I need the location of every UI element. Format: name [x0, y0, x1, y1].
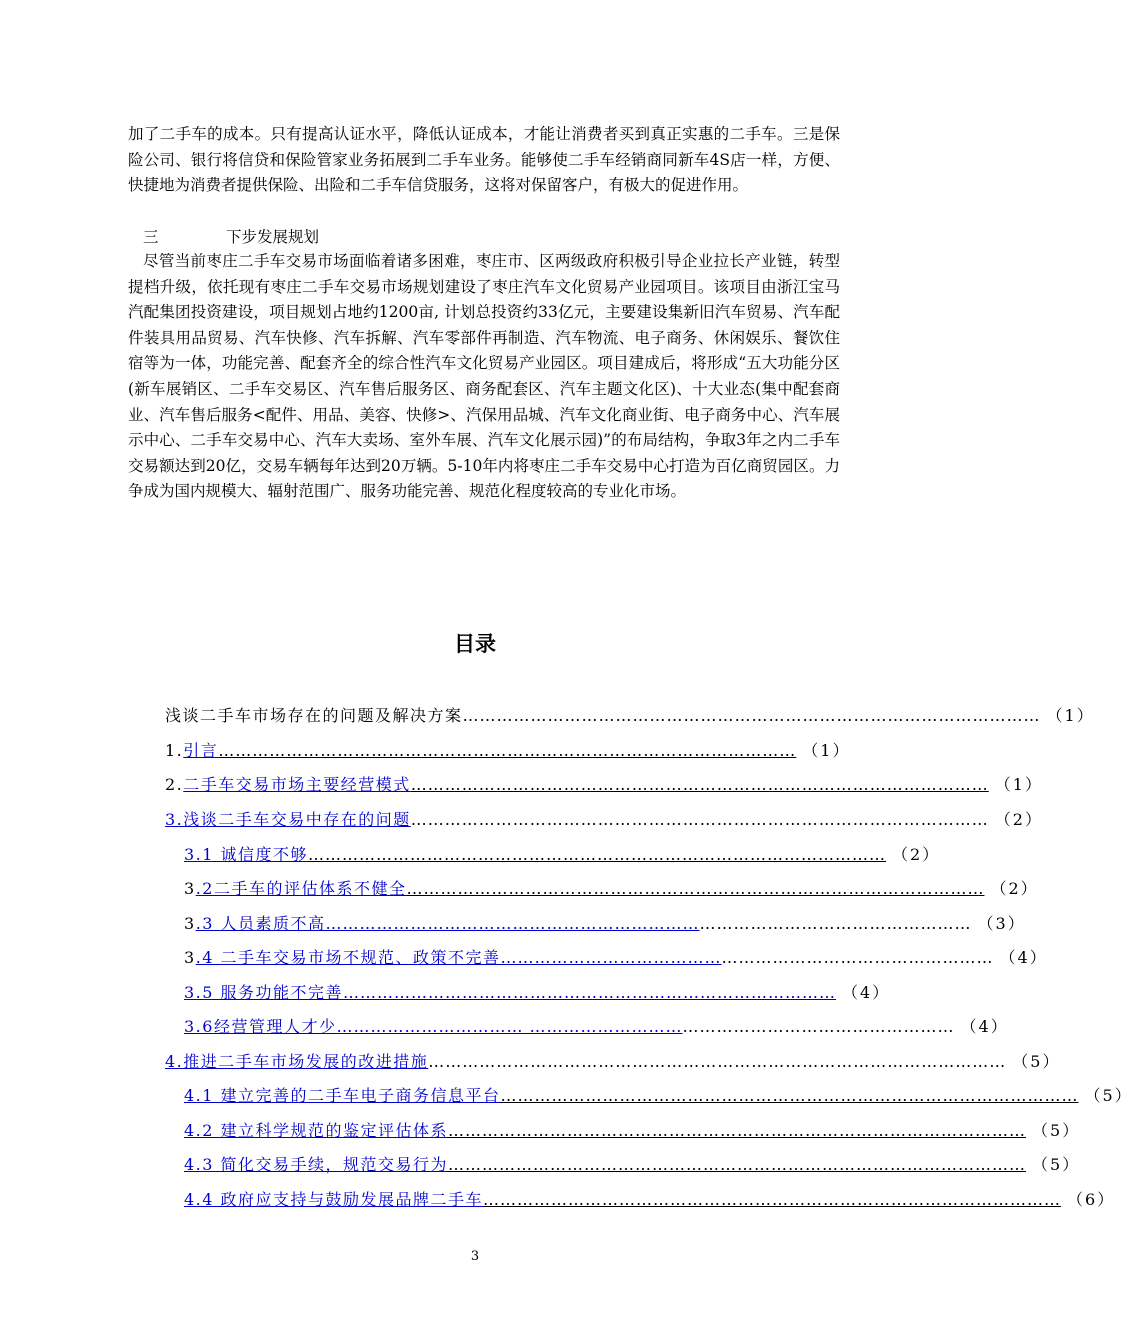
toc-entry-link[interactable]: 4.推进二手车市场发展的改进措施 — [165, 1052, 429, 1071]
toc-leader[interactable]: ………………………………………………………………………………………… — [308, 845, 887, 864]
toc-leader: ………………………………………… — [682, 1017, 955, 1036]
toc-leader[interactable]: ………………………………………………………………………………………… — [218, 741, 797, 760]
toc-entry-link[interactable]: .2二手车的评估体系不健全 — [195, 879, 407, 898]
toc-entry-3-3[interactable] — [184, 910, 1026, 934]
toc-leader-linked[interactable]: …………………………………………………………………………… — [343, 983, 837, 1002]
page-number: 3 — [470, 1249, 480, 1264]
toc-page-number: （2） — [892, 845, 941, 864]
toc-entry-link[interactable]: 3.6经营管理人才少 — [184, 1017, 337, 1036]
toc-leader-linked[interactable]: ………………………………… — [500, 948, 722, 967]
toc-page-number: （2） — [994, 810, 1043, 829]
toc-leader[interactable]: ………………………………………………………………………………………… — [500, 1086, 1079, 1105]
toc-entry-4[interactable] — [165, 1048, 1061, 1072]
toc-leader-linked[interactable]: ………………………………………………………… — [325, 914, 700, 933]
toc-entry-prefix: 1. — [165, 741, 184, 760]
toc-page-number: （4） — [960, 1017, 1009, 1036]
toc-page-number: （1） — [1046, 706, 1095, 725]
toc-page-number: （4） — [999, 948, 1048, 967]
toc-entry-prefix: 2. — [165, 775, 184, 794]
toc-page-number: （1） — [994, 775, 1043, 794]
toc-entry-3-4[interactable] — [184, 944, 1048, 968]
toc-entry-text: 浅谈二手车市场存在的问题及解决方案 — [165, 706, 463, 725]
toc-entry-link[interactable]: 3.1 诚信度不够 — [184, 845, 309, 864]
toc-entry-3-6[interactable] — [184, 1013, 1009, 1037]
toc-leader: ………………………………………… — [721, 948, 994, 967]
toc-entry-3-2[interactable] — [184, 875, 1039, 899]
toc-entry-link[interactable]: .3 人员素质不高 — [195, 914, 326, 933]
toc-page-number: （5） — [1032, 1121, 1081, 1140]
toc-leader[interactable]: ………………………………………………………………………………………… — [483, 1190, 1062, 1209]
toc-entry-link[interactable]: .4 二手车交易市场不规范、政策不完善 — [195, 948, 501, 967]
toc-entry-3-1[interactable] — [184, 841, 941, 865]
section-title: 下步发展规划 — [226, 228, 320, 246]
toc-entry-4-3[interactable] — [184, 1151, 1081, 1175]
toc-page-number: （6） — [1067, 1190, 1116, 1209]
toc-entry-prefix: 3 — [184, 914, 196, 933]
toc-leader[interactable]: ………………………………………………………………………………………… — [410, 775, 989, 794]
toc-entry-4-2[interactable] — [184, 1117, 1081, 1141]
toc-leader: ………………………………………………………………………………………… — [410, 810, 989, 829]
toc-entry-link[interactable]: 引言 — [183, 741, 219, 760]
section-heading-3 — [143, 226, 319, 248]
toc-entry-2[interactable] — [165, 771, 1043, 795]
toc-page-number: （5） — [1012, 1052, 1061, 1071]
paragraph-intro-continued: 加了二手车的成本。只有提高认证水平，降低认证成本，才能让消费者买到真正实惠的二手车。三是保险公司、银行将信贷和保险管家业务拓展到二手车业务。能够使二手车经销商同新车4S店一样，方便、快捷地为消费者提供保险、出险和二手车信贷服务，这将对保留客户，有极大的促进作用。 — [128, 125, 840, 195]
toc-entry-link[interactable]: 二手车交易市场主要经营模式 — [183, 775, 411, 794]
toc-entry-link[interactable]: 4.2 建立科学规范的鉴定评估体系 — [184, 1121, 449, 1140]
toc-leader: ………………………………………………………………………………………… — [462, 706, 1041, 725]
toc-entry-1[interactable] — [165, 737, 851, 761]
toc-entry-prefix: 3 — [184, 948, 196, 967]
toc-leader: ………………………………………… — [699, 914, 972, 933]
toc-entry-title — [165, 702, 1095, 726]
toc-entry-prefix: 3 — [184, 879, 196, 898]
toc-entry-3[interactable] — [165, 806, 1043, 830]
toc-page-number: （5） — [1032, 1155, 1081, 1174]
toc-entry-4-4[interactable] — [184, 1186, 1116, 1210]
toc-leader[interactable]: ………………………………………………………………………………………… — [406, 879, 985, 898]
toc-title: 目录 — [454, 632, 496, 656]
toc-leader-linked[interactable]: …………………………… ……………………… — [336, 1017, 683, 1036]
toc-leader[interactable]: ………………………………………………………………………………………… — [448, 1155, 1027, 1174]
toc-entry-3-5[interactable] — [184, 979, 891, 1003]
toc-page-number: （5） — [1084, 1086, 1133, 1105]
paragraph-development-plan: 尽管当前枣庄二手车交易市场面临着诸多困难，枣庄市、区两级政府积极引导企业拉长产业链，转型提档升级，依托现有枣庄二手车交易市场规划建设了枣庄汽车文化贸易产业园项目。该项目由浙江宝马汽配集团投资建设，项目规划占地约1200亩, 计划总投资约33亿元，主要建设集新旧汽车贸易、汽车配件装具用品贸易、汽车快修、汽车拆解、汽车零部件再制造、汽车物流、电子商务、休闲娱乐、餐饮住宿等为一体，功能完善、配套齐全的综合性汽车文化贸易产业园区。项目建成后，将形成“五大功能分区(新车展销区、二手车交易区、汽车售后服务区、商务配套区、汽车主题文化区)、十大业态(集中配套商业、汽车售后服务<配件、用品、美容、快修>、汽保用品城、汽车文化商业街、电子商务中心、汽车展示中心、二手车交易中心、汽车大卖场、室外车展、汽车文化展示园)”的布局结构，争取3年之内二手车交易额达到20亿，交易车辆每年达到20万辆。5-10年内将枣庄二手车交易中心打造为百亿商贸园区。力争成为国内规模大、辐射范围广、服务功能完善、规范化程度较高的专业化市场。 — [128, 252, 840, 501]
toc-entry-4-1[interactable] — [184, 1082, 1133, 1106]
toc-page-number: （3） — [977, 914, 1026, 933]
toc-page-number: （1） — [802, 741, 851, 760]
toc-page-number: （4） — [842, 983, 891, 1002]
toc-entry-link[interactable]: 4.1 建立完善的二手车电子商务信息平台 — [184, 1086, 501, 1105]
toc-entry-link[interactable]: 3.5 服务功能不完善 — [184, 983, 344, 1002]
toc-entry-link[interactable]: 4.3 简化交易手续，规范交易行为 — [184, 1155, 449, 1174]
section-number: 三 — [143, 228, 159, 246]
toc-entry-link[interactable]: 3.浅谈二手车交易中存在的问题 — [165, 810, 411, 829]
toc-leader: ………………………………………………………………………………………… — [428, 1052, 1007, 1071]
toc-leader[interactable]: ………………………………………………………………………………………… — [448, 1121, 1027, 1140]
toc-entry-link[interactable]: 4.4 政府应支持与鼓励发展品牌二手车 — [184, 1190, 484, 1209]
toc-page-number: （2） — [990, 879, 1039, 898]
